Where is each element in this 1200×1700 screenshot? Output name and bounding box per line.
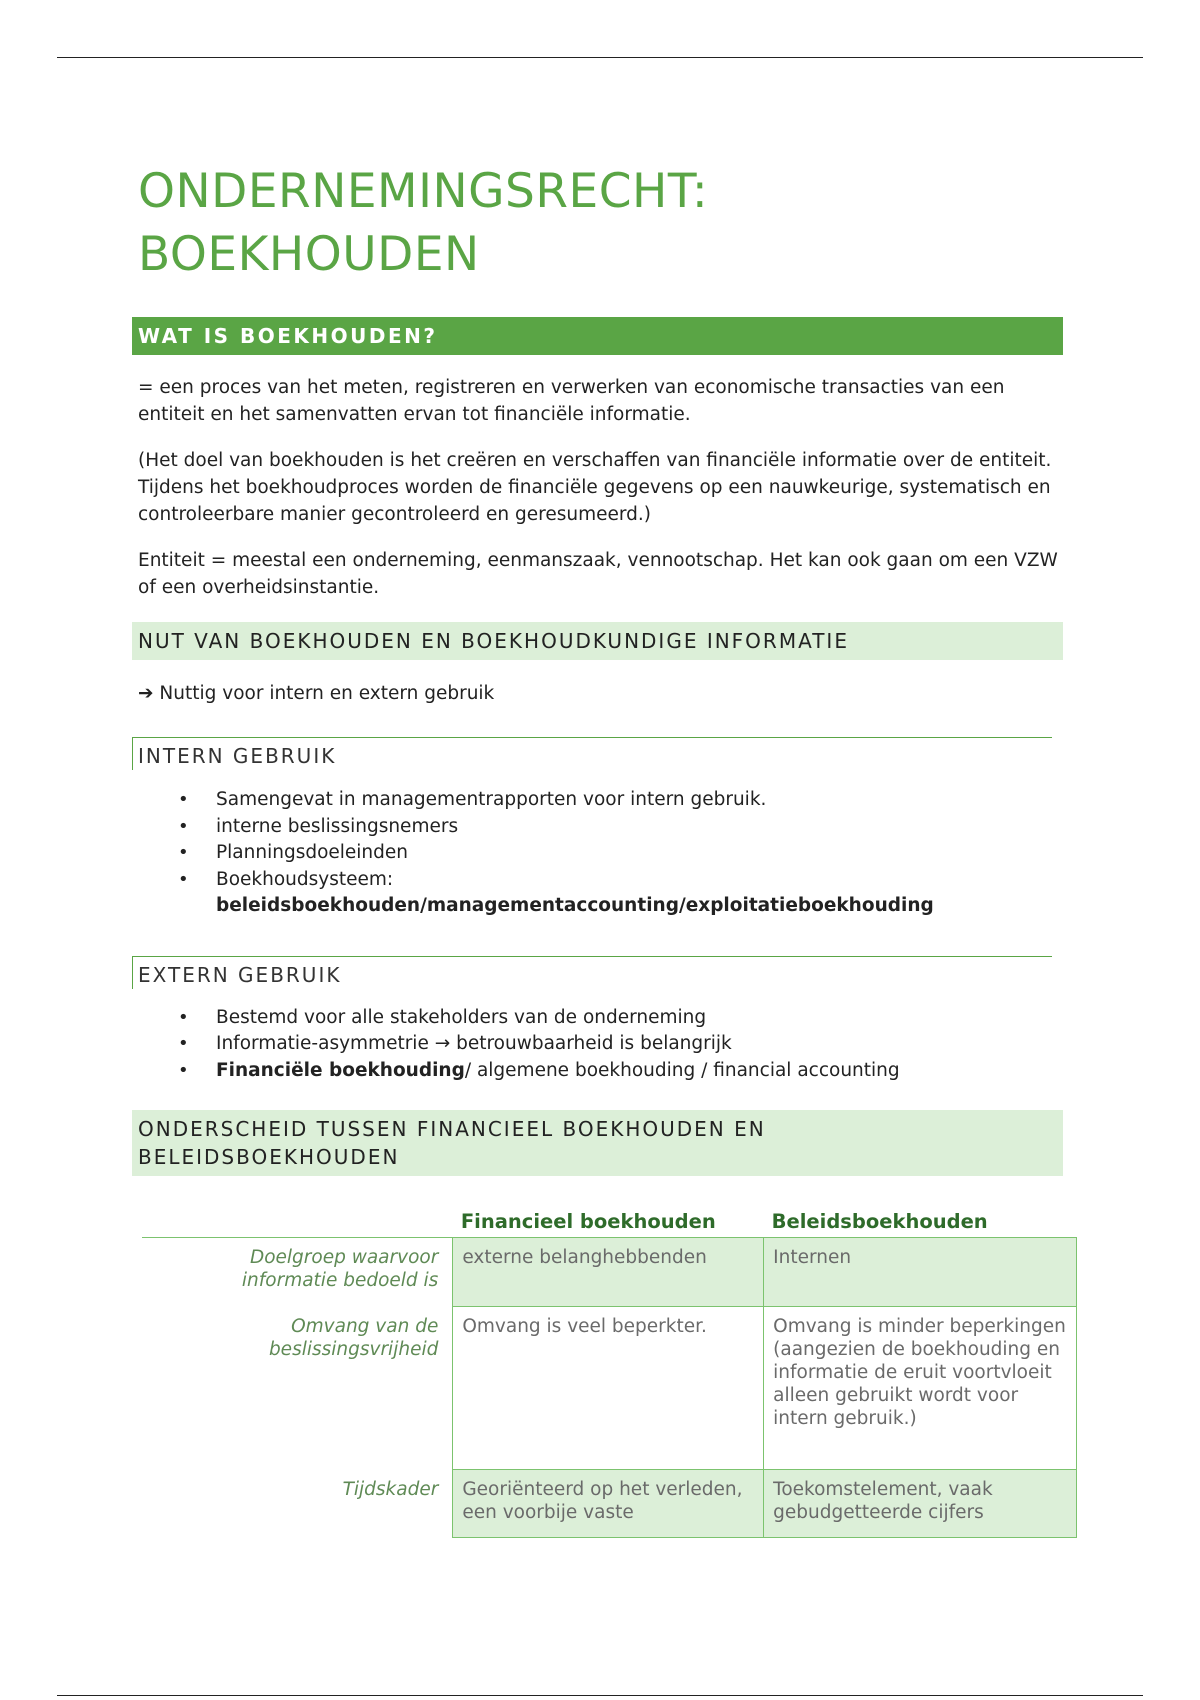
heading-wat-is-boekhouden: WAT IS BOEKHOUDEN?: [132, 317, 1063, 355]
table-cell: Internen: [764, 1238, 1077, 1307]
list-item: • Planningsdoeleinden: [138, 840, 1063, 867]
arrow-right-icon: ➔: [138, 683, 154, 704]
row-label: Omvang van de beslissingsvrijheid: [268, 1315, 439, 1360]
list-item: • interne beslissingsnemers: [138, 814, 1063, 841]
list-item-text: Boekhoudsysteem:: [216, 868, 394, 890]
comparison-table: [142, 1206, 1077, 1538]
title-line-1: ONDERNEMINGSRECHT:: [138, 164, 709, 219]
table-cell: Omvang is veel beperkter.: [453, 1307, 764, 1470]
table-header-financieel: Financieel boekhouden: [453, 1206, 764, 1238]
bottom-rule: [57, 1695, 1143, 1696]
heading-extern-gebruik: EXTERN GEBRUIK: [132, 956, 1052, 989]
definition-paragraph: = een proces van het meten, registreren en verwerken van economische transacties van een entiteit en het samenvatten ervan tot financiële informatie.: [138, 377, 1005, 425]
row-label: Tijdskader: [342, 1478, 439, 1500]
list-item-bold-text: beleidsboekhouden/managementaccounting/exploitatieboekhouding: [216, 895, 934, 916]
table-cell: Georiënteerd op het verleden, een voorbije vaste: [453, 1470, 764, 1538]
list-item-text: / algemene boekhouding / financial accounting: [464, 1059, 900, 1081]
table-cell: externe belanghebbenden: [453, 1238, 764, 1307]
intro-text: Nuttig voor intern en extern gebruik: [159, 683, 495, 704]
list-item: • Informatie-asymmetrie → betrouwbaarheid is belangrijk: [138, 1031, 1063, 1058]
table-header-empty: [142, 1206, 453, 1238]
list-item: • Samengevat in managementrapporten voor intern gebruik.: [138, 787, 1063, 814]
heading-onderscheid: ONDERSCHEID TUSSEN FINANCIEEL BOEKHOUDEN EN BELEIDSBOEKHOUDEN: [132, 1110, 1063, 1176]
top-rule: [57, 57, 1143, 58]
list-item: [138, 867, 1063, 920]
intro-line: [138, 680, 1063, 707]
purpose-paragraph: (Het doel van boekhouden is het creëren en verschaffen van financiële informatie over de entiteit. Tijdens het boekhoudproces worden de financiële gegevens op een nauwkeurige, systematisch en controleerbare manier gecontroleerd en geresumeerd.): [138, 450, 1052, 525]
table-row: [142, 1307, 1077, 1470]
list-item: • Bestemd voor alle stakeholders van de onderneming: [138, 1005, 1063, 1032]
document-page: [138, 160, 1063, 1176]
table-header-row: [142, 1206, 1077, 1238]
entity-paragraph: Entiteit = meestal een onderneming, eenmanszaak, vennootschap. Het kan ook gaan om een VZW of een overheidsinstantie.: [138, 550, 1058, 598]
table-row: [142, 1470, 1077, 1538]
extern-list: [138, 1005, 1063, 1085]
table-row: [142, 1238, 1077, 1307]
intern-list: [138, 787, 1063, 920]
table-header-beleids: Beleidsboekhouden: [764, 1206, 1077, 1238]
document-title: [138, 160, 1063, 286]
list-item: [138, 1058, 1063, 1085]
heading-nut-van-boekhouden: NUT VAN BOEKHOUDEN EN BOEKHOUDKUNDIGE INFORMATIE: [132, 622, 1063, 660]
table-cell: Omvang is minder beperkingen (aangezien de boekhouding en informatie de eruit voortvloeit alleen gebruikt wordt voor intern gebruik.): [764, 1307, 1077, 1470]
row-label: Doelgroep waarvoor informatie bedoeld is: [241, 1247, 439, 1291]
title-line-2: BOEKHOUDEN: [138, 227, 480, 282]
heading-intern-gebruik: INTERN GEBRUIK: [132, 737, 1052, 770]
table-cell: Toekomstelement, vaak gebudgetteerde cijfers: [764, 1470, 1077, 1538]
list-item-bold-text: Financiële boekhouding: [216, 1059, 465, 1081]
